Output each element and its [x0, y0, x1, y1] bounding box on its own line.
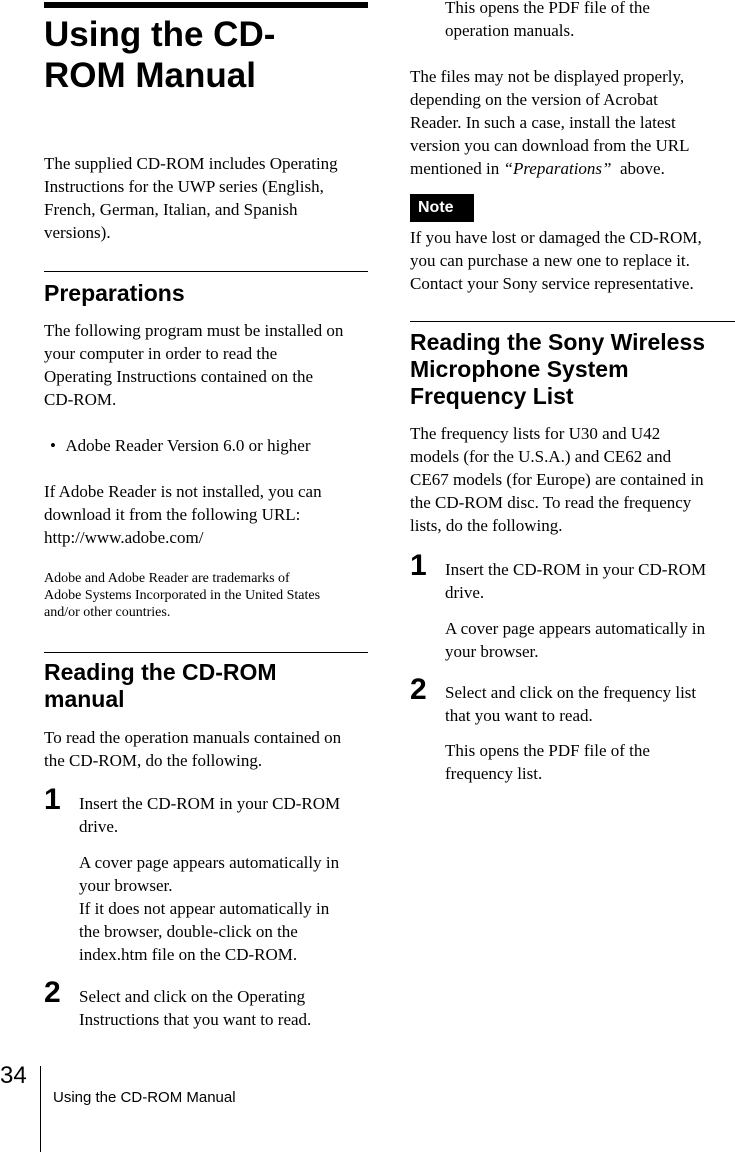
text-line: If it does not appear automatically in: [79, 899, 330, 918]
adobe-url: http://www.adobe.com/: [44, 528, 204, 547]
text-line: Instructions that you want to read.: [79, 1010, 312, 1029]
text-line: depending on the version of Acrobat: [410, 90, 658, 109]
text-line: CE67 models (for Europe) are contained in: [410, 470, 704, 489]
heading-line: Reading the Sony Wireless: [410, 329, 706, 355]
text-line: and/or other countries.: [44, 605, 171, 620]
reading-manual-intro: [44, 726, 374, 772]
note-label: Note: [410, 194, 474, 222]
heading-line: Frequency List: [410, 383, 574, 409]
text-line: your computer in order to read the: [44, 344, 278, 363]
text-line: lists, do the following.: [410, 516, 563, 535]
text-line: Insert the CD-ROM in your CD-ROM: [445, 560, 707, 579]
step-number: 2: [410, 673, 427, 706]
step-detail: [445, 739, 735, 785]
text-line: version you can download from the URL: [410, 136, 690, 155]
display-note-paragraph: [410, 65, 735, 180]
text-line: download it from the following URL:: [44, 505, 301, 524]
footer-divider: [40, 1066, 41, 1152]
heading-line: Microphone System: [410, 356, 629, 382]
text-line: CD-ROM.: [44, 390, 117, 409]
text-line: your browser.: [79, 876, 173, 895]
step-number: 1: [44, 783, 61, 816]
page-title: [44, 14, 368, 96]
text-line: [410, 157, 735, 180]
step-detail: [445, 0, 735, 42]
reading-freq-intro: [410, 422, 735, 537]
footer-section-label: Using the CD-ROM Manual: [53, 1089, 236, 1106]
step-text: [445, 558, 735, 604]
text-line: If Adobe Reader is not installed, you can: [44, 482, 322, 501]
text-line: This opens the PDF file of the: [445, 0, 650, 17]
note-paragraph: [410, 226, 735, 295]
trademark-notice: [44, 570, 374, 621]
text-line: To read the operation manuals contained on: [44, 728, 342, 747]
text-line: drive.: [79, 817, 119, 836]
text-line: the browser, double-click on the: [79, 922, 298, 941]
page-title-line: ROM Manual: [44, 56, 256, 95]
text-line: Reader. In such a case, install the latest: [410, 113, 676, 132]
text-line: that you want to read.: [445, 706, 593, 725]
text-fragment: mentioned in: [410, 159, 504, 178]
text-line: models (for the U.S.A.) and CE62 and: [410, 447, 672, 466]
text-line: Select and click on the frequency list: [445, 683, 697, 702]
text-line: The following program must be installed on: [44, 321, 344, 340]
download-paragraph: [44, 480, 374, 549]
requirement-bullet: [44, 434, 374, 457]
text-line: you can purchase a new one to replace it.: [410, 251, 690, 270]
text-line: Adobe and Adobe Reader are trademarks of: [44, 571, 290, 586]
bullet-mark: •: [50, 436, 56, 455]
text-line: Adobe Systems Incorporated in the United States: [44, 588, 321, 603]
text-line: Instructions for the UWP series (English,: [44, 177, 324, 196]
step-detail: [79, 851, 374, 966]
reading-manual-heading: [44, 659, 277, 713]
text-line: The files may not be displayed properly,: [410, 67, 685, 86]
text-line: A cover page appears automatically in: [79, 853, 340, 872]
title-rule: [44, 2, 368, 8]
text-line: French, German, Italian, and Spanish: [44, 200, 298, 219]
section-rule: [410, 321, 735, 322]
text-line: the CD-ROM disc. To read the frequency: [410, 493, 692, 512]
bullet-text: Adobe Reader Version 6.0 or higher: [65, 436, 311, 455]
text-line: Operating Instructions contained on the: [44, 367, 314, 386]
text-line: the CD-ROM, do the following.: [44, 751, 263, 770]
reading-freq-heading: [410, 329, 705, 410]
text-line: frequency list.: [445, 764, 543, 783]
text-fragment: above.: [611, 159, 665, 178]
preparations-heading: Preparations: [44, 280, 185, 306]
step-detail: [445, 617, 735, 663]
heading-line: Reading the CD-ROM: [44, 659, 277, 685]
step-text: [79, 985, 374, 1031]
step-number: 1: [410, 549, 427, 582]
text-line: Select and click on the Operating: [79, 987, 306, 1006]
text-line: Insert the CD-ROM in your CD-ROM: [79, 794, 341, 813]
text-line: index.htm file on the CD-ROM.: [79, 945, 298, 964]
preparations-reference: “Preparations”: [503, 159, 612, 178]
text-line: The frequency lists for U30 and U42: [410, 424, 661, 443]
text-line: operation manuals.: [445, 21, 575, 40]
text-line: drive.: [445, 583, 485, 602]
section-rule: [44, 652, 368, 653]
text-line: If you have lost or damaged the CD-ROM,: [410, 228, 702, 247]
step-text: [79, 792, 374, 838]
text-line: Contact your Sony service representative.: [410, 274, 694, 293]
intro-paragraph: [44, 152, 374, 244]
section-rule: [44, 271, 368, 272]
text-line: versions).: [44, 223, 111, 242]
text-line: This opens the PDF file of the: [445, 741, 650, 760]
preparations-paragraph: [44, 319, 374, 411]
step-number: 2: [44, 976, 61, 1009]
step-text: [445, 681, 735, 727]
page-number: 34: [0, 1062, 27, 1089]
text-line: A cover page appears automatically in: [445, 619, 706, 638]
page-title-line: Using the CD-: [44, 15, 276, 54]
heading-line: manual: [44, 686, 125, 712]
text-line: The supplied CD-ROM includes Operating: [44, 154, 338, 173]
text-line: your browser.: [445, 642, 539, 661]
